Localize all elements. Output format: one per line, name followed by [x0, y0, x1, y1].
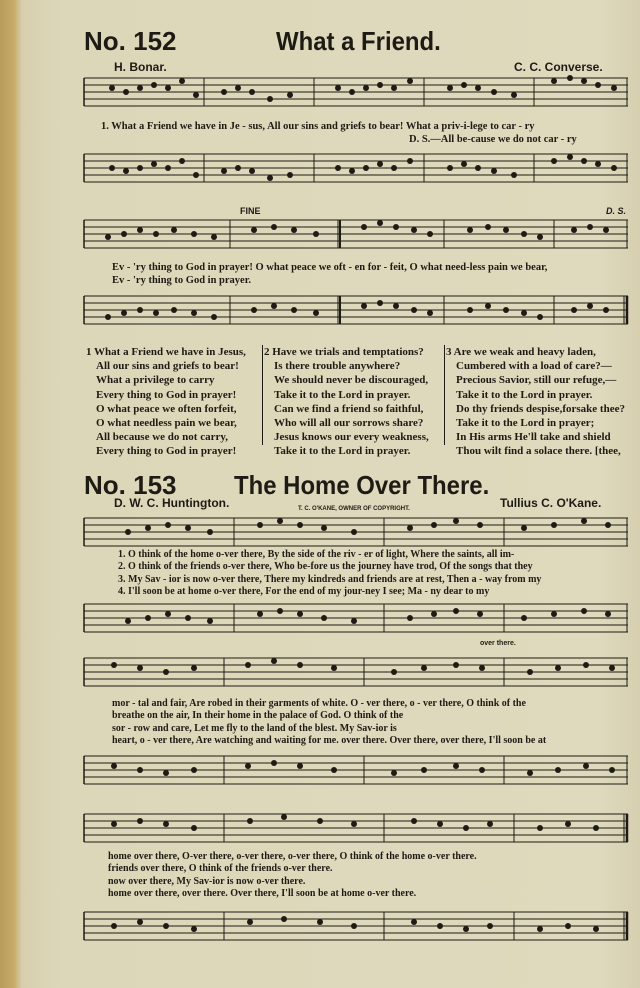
- verse-3: [446, 345, 625, 459]
- lyric-line: mor - tal and fair, Are robed in their garments of white. O - ver there, o - ver there, O think of the: [112, 698, 526, 709]
- verse-line: Every thing to God in prayer!: [96, 445, 237, 458]
- over-there-label: over there.: [480, 640, 516, 647]
- words-credit: D. W. C. Huntington.: [114, 496, 230, 510]
- verse-line: In His arms He'll take and shield: [456, 431, 611, 444]
- hymn-number: No. 152: [84, 26, 177, 56]
- lyric-line: Ev - 'ry thing to God in prayer.: [112, 275, 252, 286]
- bass-staff: [84, 750, 628, 790]
- bass-staff: [84, 906, 628, 946]
- verse-line: Thou wilt find a solace there. [thee,: [456, 445, 621, 458]
- refrain-lyrics: [108, 851, 477, 900]
- verse-line: Take it to the Lord in prayer;: [456, 417, 595, 430]
- lyric-line: 4. I'll soon be at home o-ver there, For the end of my jour-ney I see; Ma - ny dear to my: [118, 585, 490, 597]
- lyric-line: friends over there, O think of the friends o-ver there.: [108, 863, 333, 875]
- music-credit: C. C. Converse.: [514, 60, 603, 74]
- treble-staff: [84, 808, 628, 848]
- verse-line: Take it to the Lord in prayer.: [274, 445, 411, 458]
- bass-staff: [84, 150, 628, 192]
- verse-line: 3 Are we weak and heavy laden,: [446, 346, 596, 358]
- hymn-number: No. 153: [84, 470, 177, 500]
- treble-staff: [84, 74, 628, 116]
- chorus-lyrics: [112, 698, 546, 747]
- lyric-line: 3. My Sav - ior is now o-ver there, There my kindreds and friends are at rest, Then a - way from my: [118, 573, 542, 585]
- verse-line: Cumbered with a load of care?—: [456, 360, 612, 373]
- lyric-line: Ev - 'ry thing to God in prayer! O what peace we oft - en for - feit, O what need-less pain we bear,: [112, 262, 548, 273]
- lyric-line: 1. What a Friend we have in Je - sus, All our sins and griefs to bear! What a priv-i-lege to car - ry: [101, 121, 535, 132]
- verse-line: We should never be discouraged,: [274, 374, 429, 387]
- music-credit: Tullius C. O'Kane.: [500, 496, 602, 510]
- lyric-line: sor - row and care, Let me fly to the land of the blest. My Sav-ior is: [112, 722, 397, 734]
- lyric-line: home over there, O-ver there, o-ver there, o-ver there, O think of the home o-ver there.: [108, 851, 477, 862]
- verse-line: Take it to the Lord in prayer.: [274, 388, 411, 401]
- lyric-line: home over there, over there. Over there, I'll soon be at home o-ver there.: [108, 887, 417, 899]
- bass-staff: [84, 292, 628, 334]
- lyric-line: 2. O think of the friends o-ver there, Who be-fore us the journey have trod, Of the songs that they: [118, 561, 533, 573]
- ds-mark: D. S.: [606, 206, 627, 216]
- hymn-title: The Home Over There.: [234, 470, 490, 500]
- bass-staff: [84, 598, 628, 638]
- verse-divider: [262, 345, 263, 445]
- verse-line: Can we find a friend so faithful,: [274, 402, 424, 415]
- lyric-line: now over there, My Sav-ior is now o-ver there.: [108, 875, 306, 887]
- treble-staff: [84, 652, 628, 692]
- lyric-line: breathe on the air, In their home in the palace of God. O think of the: [112, 710, 404, 722]
- verse-line: Who will all our sorrows share?: [274, 417, 424, 430]
- copyright-notice: T. C. O'KANE, OWNER OF COPYRIGHT.: [298, 506, 410, 512]
- ds-lyric-line: D. S.—All be-cause we do not car - ry: [409, 134, 577, 145]
- verse-2: [264, 345, 429, 459]
- verse-lyrics: [118, 549, 541, 598]
- lyric-line: 1. O think of the home o-ver there, By the side of the riv - er of light, Where the saints, all im-: [118, 549, 515, 560]
- verse-1: [86, 345, 246, 459]
- words-credit: H. Bonar.: [114, 60, 167, 74]
- verse-line: Take it to the Lord in prayer.: [456, 388, 593, 401]
- verse-line: 2 Have we trials and temptations?: [264, 346, 424, 358]
- fine-mark: FINE: [240, 206, 261, 216]
- verse-line: Every thing to God in prayer!: [96, 388, 237, 401]
- hymn-title: What a Friend.: [276, 26, 441, 56]
- verse-line: Jesus knows our every weakness,: [274, 431, 429, 444]
- verse-line: All because we do not carry,: [96, 431, 228, 444]
- verse-line: Precious Savior, still our refuge,—: [456, 374, 617, 387]
- verse-divider: [444, 345, 445, 445]
- verse-line: Do thy friends despise,forsake thee?: [456, 402, 625, 415]
- verse-line: 1 What a Friend we have in Jesus,: [86, 346, 246, 358]
- verse-line: O what peace we often forfeit,: [96, 402, 237, 415]
- lyric-line: heart, o - ver there, Are watching and waiting for me. over there. Over there, over there, I'll soon be at: [112, 734, 547, 746]
- treble-staff: [84, 512, 628, 552]
- verse-line: What a privilege to carry: [96, 374, 215, 387]
- verse-line: Is there trouble anywhere?: [274, 360, 401, 373]
- verse-line: O what needless pain we bear,: [96, 417, 237, 430]
- verse-line: All our sins and griefs to bear!: [96, 360, 239, 373]
- treble-staff: [84, 216, 628, 258]
